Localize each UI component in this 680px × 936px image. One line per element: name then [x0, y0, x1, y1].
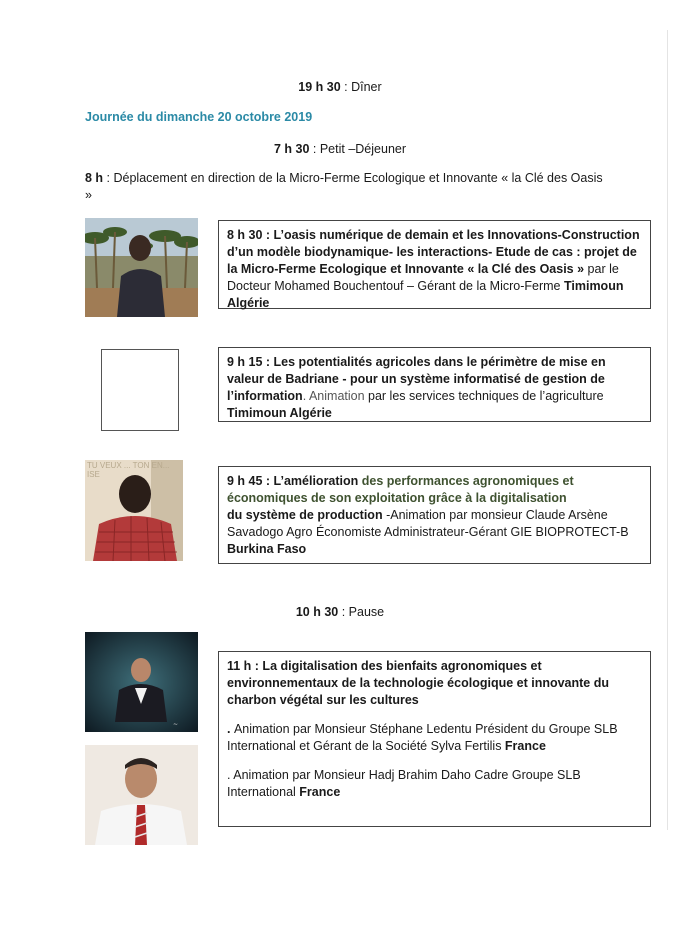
session-9h45-title-c: du système de production — [227, 508, 383, 522]
diner-label: : Dîner — [340, 80, 382, 94]
session-11h-anim1-block — [227, 721, 642, 755]
speaker-photo-ledentu — [85, 632, 198, 732]
breakfast-time: 7 h 30 — [273, 142, 310, 156]
pause-line — [0, 605, 680, 619]
session-9h45-box — [218, 466, 651, 564]
speaker-photo-bouchentouf — [85, 218, 198, 317]
empty-photo-placeholder — [101, 349, 179, 431]
pause-label: : Pause — [338, 605, 385, 619]
speaker-photo-daho — [85, 745, 198, 845]
photo-caption: TU VEUX ... TON EN... ISE — [87, 461, 170, 479]
session-11h-title: 11 h : La digitalisation des bienfaits agronomiques et environnementaux de la technologie écologique et innovante du charbon végétal sur les cultures — [227, 659, 610, 707]
session-9h45-title-b: des performances agronomiques et économiques de son exploitation grâce à la digitalisation — [227, 474, 574, 505]
breakfast-label: : Petit –Déjeuner — [309, 142, 407, 156]
session-11h-anim2-place: France — [299, 785, 341, 799]
session-9h15-place: Timimoun Algérie — [227, 406, 332, 420]
session-11h-box — [218, 651, 651, 827]
diner-line — [0, 80, 680, 94]
breakfast-line — [0, 142, 680, 156]
session-11h-anim1: Animation par Monsieur Stéphane Ledentu Président du Groupe SLB International et Gérant de la Société Sylva Fertilis — [227, 722, 618, 753]
departure-time: 8 h — [85, 171, 104, 185]
session-9h15-box — [218, 347, 651, 422]
session-8h30-speaker: par le Docteur Mohamed Bouchentouf – Gérant de la Micro-Ferme — [227, 262, 619, 293]
session-11h-anim2-block — [227, 767, 642, 801]
svg-text:~: ~ — [173, 721, 179, 728]
day-heading: Journée du dimanche 20 octobre 2019 — [85, 110, 313, 124]
session-9h45-title-a: 9 h 45 : L’amélioration — [227, 474, 362, 488]
session-9h15-speaker: par les services techniques de l’agriculture — [364, 389, 604, 403]
session-9h15-anim: . Animation — [302, 389, 365, 403]
diner-time: 19 h 30 — [298, 80, 341, 94]
session-8h30-place: Timimoun Algérie — [227, 279, 624, 310]
pause-time: 10 h 30 — [295, 605, 339, 619]
anim1-dot: . — [227, 722, 234, 736]
session-11h-title-block — [227, 658, 642, 709]
departure-text: : Déplacement en direction de la Micro-Ferme Ecologique et Innovante « la Clé des Oasis » — [85, 171, 603, 202]
session-8h30-box — [218, 220, 651, 309]
session-9h15-title: 9 h 15 : Les potentialités agricoles dans le périmètre de mise en valeur de Badriane - pour un système informatisé de gestion de l’information — [227, 355, 606, 403]
departure-line — [85, 170, 605, 204]
session-8h30-title: 8 h 30 : L’oasis numérique de demain et les Innovations-Construction d’un modèle biodynamique- les interactions- Etude de cas : projet de la Micro-Ferme Ecologique et Innovante « la Clé des Oasis » — [227, 228, 640, 276]
scan-edge-line — [667, 30, 668, 830]
session-9h45-place: Burkina Faso — [227, 542, 307, 556]
session-9h45-speaker: -Animation par monsieur Claude Arsène Savadogo Agro Économiste Administrateur-Gérant GIE BIOPROTECT-B — [227, 508, 629, 539]
session-11h-anim2: . Animation par Monsieur Hadj Brahim Daho Cadre Groupe SLB International — [227, 768, 581, 799]
speaker-photo-savadogo — [85, 460, 183, 561]
session-11h-anim1-place: France — [504, 739, 546, 753]
